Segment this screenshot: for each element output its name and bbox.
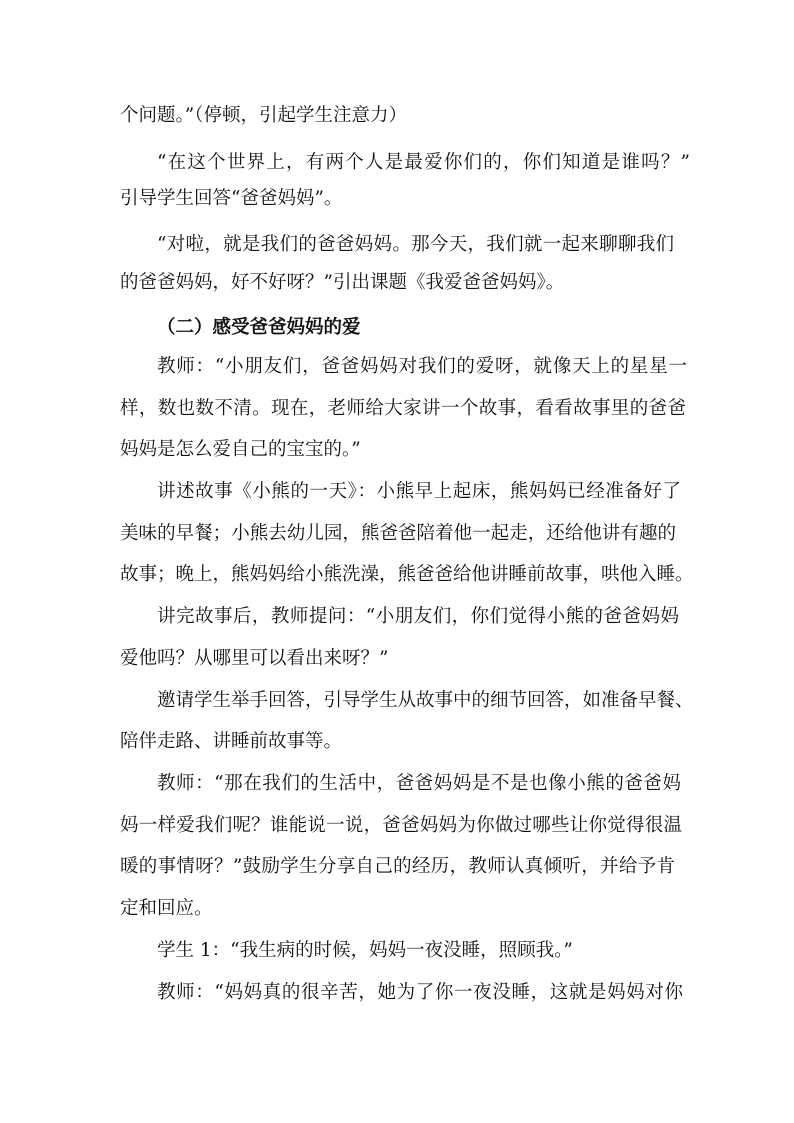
text-line: 引导学生回答“爸爸妈妈”。 xyxy=(120,188,343,209)
text-line: 暖的事情呀？”鼓励学生分享自己的经历，教师认真倾听，并给予肯 xyxy=(120,856,675,877)
text-line: 教师：“小朋友们，爸爸妈妈对我们的爱呀，就像天上的星星一 xyxy=(157,356,687,377)
section-heading: （二）感受爸爸妈妈的爱 xyxy=(157,317,361,338)
text-line: 个问题。”（停顿，引起学生注意力） xyxy=(120,105,407,126)
text-line: “对啦，就是我们的爸爸妈妈。那今天，我们就一起来聊聊我们 xyxy=(157,234,674,255)
text-line: 讲完故事后，教师提问：“小朋友们，你们觉得小熊的爸爸妈妈 xyxy=(157,606,679,627)
text-line: 教师：“妈妈真的很辛苦，她为了你一夜没睡，这就是妈妈对你 xyxy=(157,982,683,1003)
text-line: 样，数也数不清。现在，老师给大家讲一个故事，看看故事里的爸爸 xyxy=(120,398,686,419)
text-line: 邀请学生举手回答，引导学生从故事中的细节回答，如准备早餐、 xyxy=(157,690,694,711)
text-line: 妈妈是怎么爱自己的宝宝的。” xyxy=(120,439,361,460)
text-line: 美味的早餐；小熊去幼儿园，熊爸爸陪着他一起走，还给他讲有趣的 xyxy=(120,523,676,544)
text-line: 定和回应。 xyxy=(120,898,213,919)
text-line: 陪伴走路、讲睡前故事等。 xyxy=(120,731,343,752)
text-line: 教师：“那在我们的生活中，爸爸妈妈是不是也像小熊的爸爸妈 xyxy=(157,773,681,794)
text-line: 的爸爸妈妈，好不好呀？”引出课题《我爱爸爸妈妈》。 xyxy=(120,272,565,293)
text-line: 妈一样爱我们呢？谁能说一说，爸爸妈妈为你做过哪些让你觉得很温 xyxy=(120,815,682,836)
text-line: 讲述故事《小熊的一天》：小熊早上起床，熊妈妈已经准备好了 xyxy=(157,481,681,502)
text-line: 学生 1：“我生病的时候，妈妈一夜没睡，照顾我。” xyxy=(157,940,573,961)
text-line: 故事；晚上，熊妈妈给小熊洗澡，熊爸爸给他讲睡前故事，哄他入睡。 xyxy=(120,564,694,585)
text-line: 爱他吗？从哪里可以看出来呀？” xyxy=(120,648,389,669)
text-line: “在这个世界上，有两个人是最爱你们的，你们知道是谁吗？” xyxy=(157,152,690,173)
